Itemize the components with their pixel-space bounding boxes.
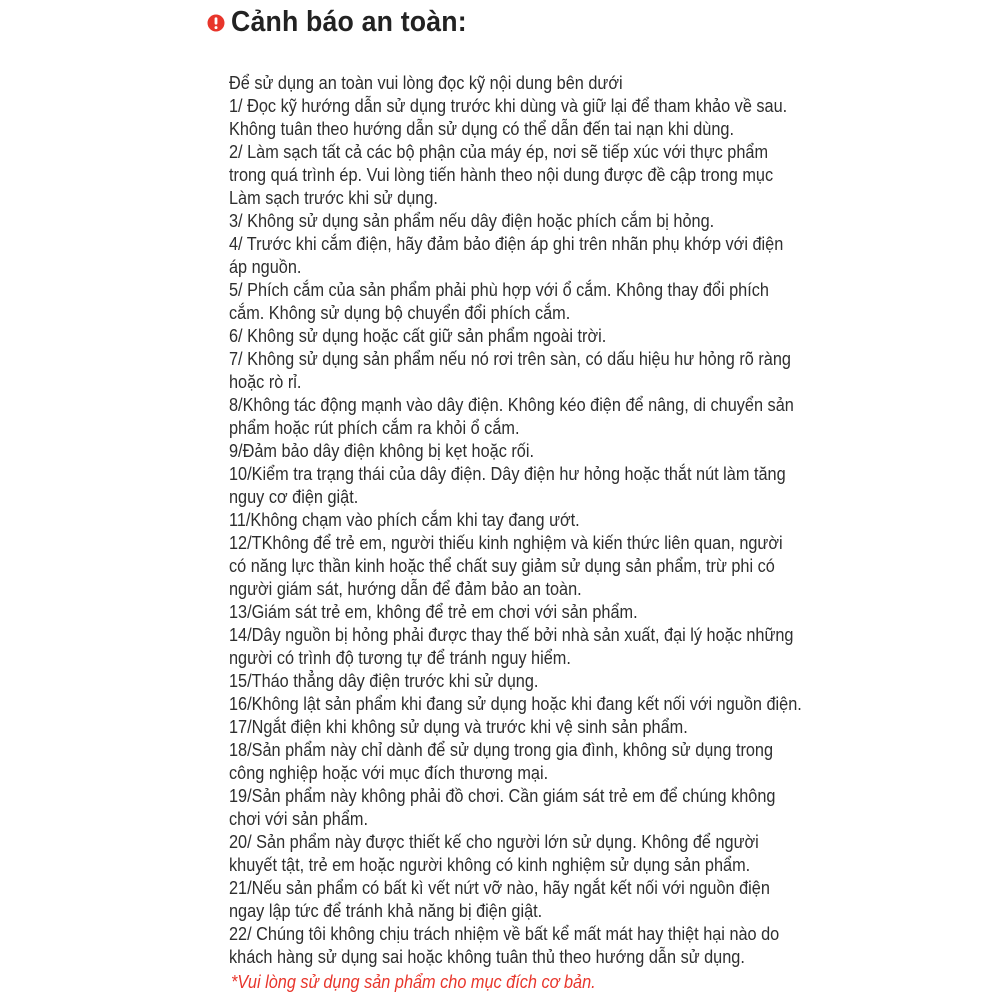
instruction-line: cắm. Không sử dụng bộ chuyển đổi phích cắm. — [229, 302, 571, 323]
instruction-line: ngay lập tức để tránh khả năng bị điện giật. — [229, 900, 543, 921]
instruction-line: 17/Ngắt điện khi không sử dụng và trước khi vệ sinh sản phẩm. — [229, 716, 688, 737]
instruction-line: 21/Nếu sản phẩm có bất kì vết nứt vỡ nào, hãy ngắt kết nối với nguồn điện — [229, 877, 770, 898]
instruction-line: có năng lực thần kinh hoặc thể chất suy giảm sử dụng sản phẩm, trừ phi có — [229, 555, 775, 576]
instruction-line: 22/ Chúng tôi không chịu trách nhiệm về bất kể mất mát hay thiệt hại nào do — [229, 923, 780, 944]
page-title: Cảnh báo an toàn: — [231, 6, 467, 38]
instruction-line: trong quá trình ép. Vui lòng tiến hành theo nội dung được đề cập trong mục — [229, 164, 774, 185]
instruction-line: công nghiệp hoặc với mục đích thương mại. — [229, 762, 549, 783]
header — [207, 6, 487, 39]
instruction-line: khách hàng sử dụng sai hoặc không tuân thủ theo hướng dẫn sử dụng. — [229, 946, 745, 967]
instruction-line: 16/Không lật sản phẩm khi đang sử dụng hoặc khi đang kết nối với nguồn điện. — [229, 693, 802, 714]
instruction-line: 5/ Phích cắm của sản phẩm phải phù hợp với ổ cắm. Không thay đổi phích — [229, 279, 769, 300]
instruction-line: 13/Giám sát trẻ em, không để trẻ em chơi với sản phẩm. — [229, 601, 638, 622]
instruction-line: 14/Dây nguồn bị hỏng phải được thay thế bởi nhà sản xuất, đại lý hoặc những — [229, 624, 794, 645]
instruction-line: Để sử dụng an toàn vui lòng đọc kỹ nội dung bên dưới — [229, 72, 623, 93]
instruction-line: 11/Không chạm vào phích cắm khi tay đang ướt. — [229, 509, 580, 530]
instruction-line: nguy cơ điện giật. — [229, 486, 359, 507]
instruction-line: Không tuân theo hướng dẫn sử dụng có thể dẫn đến tai nạn khi dùng. — [229, 118, 734, 139]
instruction-line: 2/ Làm sạch tất cả các bộ phận của máy ép, nơi sẽ tiếp xúc với thực phẩm — [229, 141, 769, 162]
instruction-line: 3/ Không sử dụng sản phẩm nếu dây điện hoặc phích cắm bị hỏng. — [229, 210, 715, 231]
safety-instructions-list — [229, 71, 989, 968]
instruction-line: 9/Đảm bảo dây điện không bị kẹt hoặc rối. — [229, 440, 534, 461]
instruction-line: 12/TKhông để trẻ em, người thiếu kinh nghiệm và kiến thức liên quan, người — [229, 532, 783, 553]
instruction-line: người có trình độ tương tự để tránh nguy hiểm. — [229, 647, 571, 668]
instruction-line: áp nguồn. — [229, 256, 302, 277]
instruction-line: 19/Sản phẩm này không phải đồ chơi. Cần giám sát trẻ em để chúng không — [229, 785, 776, 806]
instruction-line: 10/Kiểm tra trạng thái của dây điện. Dây điện hư hỏng hoặc thắt nút làm tăng — [229, 463, 786, 484]
exclamation-circle-icon — [207, 14, 225, 32]
instruction-line: 6/ Không sử dụng hoặc cất giữ sản phẩm ngoài trời. — [229, 325, 607, 346]
instruction-line: hoặc rò rỉ. — [229, 371, 302, 392]
instruction-line: Làm sạch trước khi sử dụng. — [229, 187, 438, 208]
footnote: *Vui lòng sử dụng sản phẩm cho mục đích cơ bản. — [231, 971, 596, 992]
instruction-line: 18/Sản phẩm này chỉ dành để sử dụng trong gia đình, không sử dụng trong — [229, 739, 774, 760]
instruction-line: người giám sát, hướng dẫn để đảm bảo an toàn. — [229, 578, 582, 599]
instruction-line: chơi với sản phẩm. — [229, 808, 368, 829]
instruction-line: 8/Không tác động mạnh vào dây điện. Không kéo điện để nâng, di chuyển sản — [229, 394, 794, 415]
instruction-line: 1/ Đọc kỹ hướng dẫn sử dụng trước khi dùng và giữ lại để tham khảo về sau. — [229, 95, 788, 116]
instruction-line: 15/Tháo thẳng dây điện trước khi sử dụng. — [229, 670, 539, 691]
instruction-line: 20/ Sản phẩm này được thiết kế cho người lớn sử dụng. Không để người — [229, 831, 759, 852]
instruction-line: 7/ Không sử dụng sản phẩm nếu nó rơi trên sàn, có dấu hiệu hư hỏng rõ ràng — [229, 348, 791, 369]
instruction-line: khuyết tật, trẻ em hoặc người không có kinh nghiệm sử dụng sản phẩm. — [229, 854, 751, 875]
instruction-line: phẩm hoặc rút phích cắm ra khỏi ổ cắm. — [229, 417, 520, 438]
instruction-line: 4/ Trước khi cắm điện, hãy đảm bảo điện áp ghi trên nhãn phụ khớp với điện — [229, 233, 784, 254]
